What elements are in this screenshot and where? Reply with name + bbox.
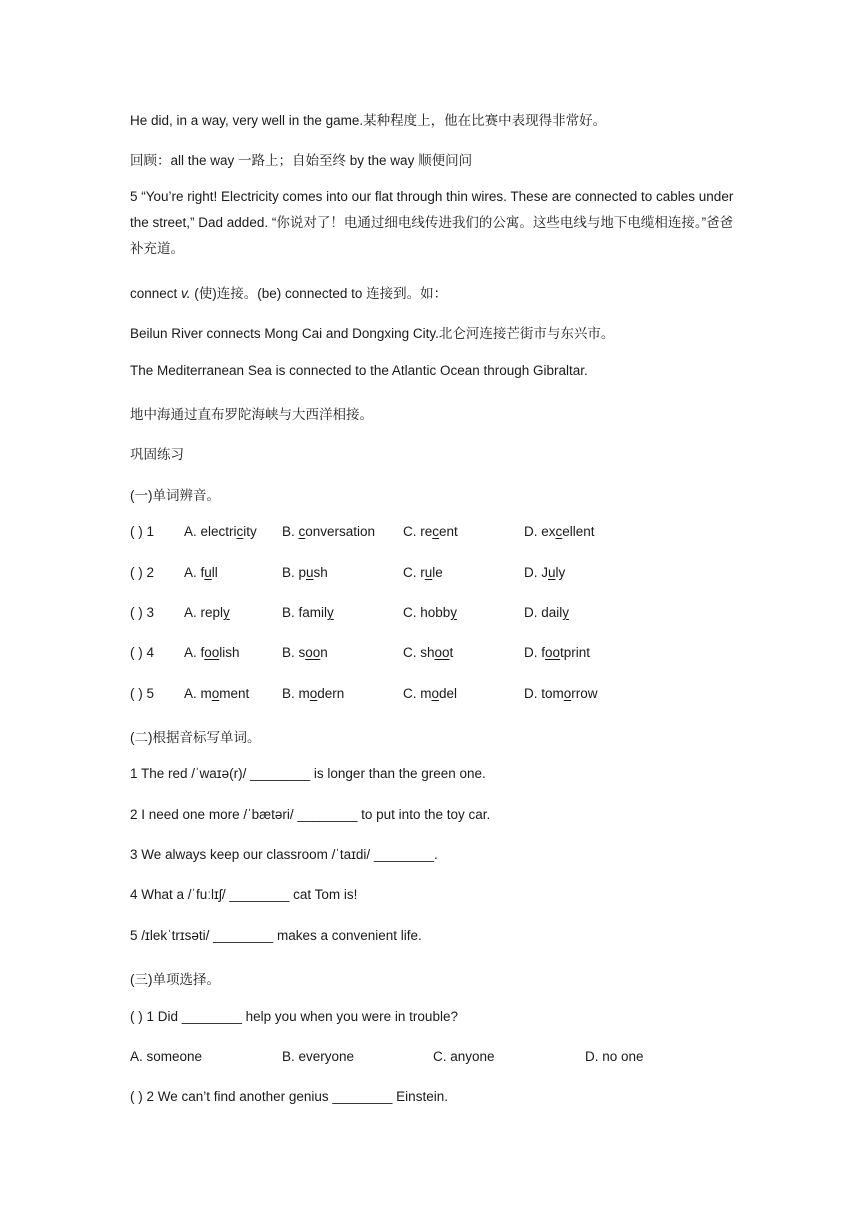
phonetic-item-3: 3 We always keep our classroom /ˈtaɪdi/ ________.	[130, 847, 438, 862]
section1-title: (一)单词辨音。	[130, 488, 220, 503]
option-b: B. family	[282, 605, 334, 620]
part-of-speech: v.	[181, 286, 191, 301]
review-note: 回顾：all the way 一路上；自始至终 by the way 顺便问问	[130, 153, 473, 168]
option-d: D. excellent	[524, 524, 595, 539]
question-number: ( ) 3	[130, 605, 155, 620]
passage-item-5: 5 “You’re right! Electricity comes into our flat through thin wires. These are connected to cables under the street,” Dad added. “你说对了！电通过细电线传进我们的公寓。这些电线与地下电缆相连接。”爸爸补充道。	[130, 189, 734, 256]
choice-option-d: D. no one	[585, 1049, 644, 1064]
option-b: B. modern	[282, 686, 345, 701]
option-b: B. push	[282, 565, 328, 580]
phonetic-item-2: 2 I need one more /ˈbætəri/ ________ to put into the toy car.	[130, 807, 491, 822]
option-d: D. July	[524, 565, 566, 580]
option-d: D. tomorrow	[524, 686, 598, 701]
option-a: A. moment	[184, 686, 250, 701]
option-a: A. reply	[184, 605, 230, 620]
option-a: A. electricity	[184, 524, 257, 539]
choice-option-a: A. someone	[130, 1049, 203, 1064]
phonetic-item-1: 1 The red /ˈwaɪə(r)/ ________ is longer than the green one.	[130, 766, 486, 781]
option-c: C. recent	[403, 524, 458, 539]
choice-question-1: ( ) 1 Did ________ help you when you were in trouble?	[130, 1009, 458, 1024]
example-sentence-beilun: Beilun River connects Mong Cai and Dongxing City.北仑河连接芒街市与东兴市。	[130, 326, 615, 341]
option-c: C. model	[403, 686, 458, 701]
option-c: C. rule	[403, 565, 443, 580]
option-a: A. foolish	[184, 645, 240, 660]
example-translation-mediterranean: 地中海通过直布罗陀海峡与大西洋相接。	[130, 407, 373, 422]
vocab-definition: (使)连接。(be) connected to 连接到。如：	[190, 286, 448, 301]
vocab-connect	[130, 282, 740, 302]
vocab-word: connect	[130, 286, 182, 301]
option-d: D. daily	[524, 605, 570, 620]
phonetic-item-4: 4 What a /ˈfuːlɪʃ/ ________ cat Tom is!	[130, 887, 358, 902]
option-c: C. shoot	[403, 645, 454, 660]
choice-option-c: C. anyone	[433, 1049, 495, 1064]
section2-title: (二)根据音标写单词。	[130, 730, 261, 745]
example-sentence-in-a-way: He did, in a way, very well in the game.某种程度上，他在比赛中表现得非常好。	[130, 113, 607, 128]
question-number: ( ) 4	[130, 645, 155, 660]
practice-heading: 巩固练习	[130, 447, 184, 462]
option-c: C. hobby	[403, 605, 458, 620]
option-d: D. footprint	[524, 645, 591, 660]
phonetic-item-5: 5 /ɪlekˈtrɪsəti/ ________ makes a convenient life.	[130, 928, 422, 943]
question-number: ( ) 2	[130, 565, 155, 580]
question-number: ( ) 1	[130, 524, 155, 539]
option-a: A. full	[184, 565, 218, 580]
example-sentence-mediterranean: The Mediterranean Sea is connected to the Atlantic Ocean through Gibraltar.	[130, 363, 588, 378]
section3-title: (三)单项选择。	[130, 972, 220, 987]
choice-option-b: B. everyone	[282, 1049, 355, 1064]
option-b: B. soon	[282, 645, 328, 660]
option-b: B. conversation	[282, 524, 376, 539]
choice-question-2: ( ) 2 We can’t find another genius ________ Einstein.	[130, 1089, 448, 1104]
question-number: ( ) 5	[130, 686, 155, 701]
